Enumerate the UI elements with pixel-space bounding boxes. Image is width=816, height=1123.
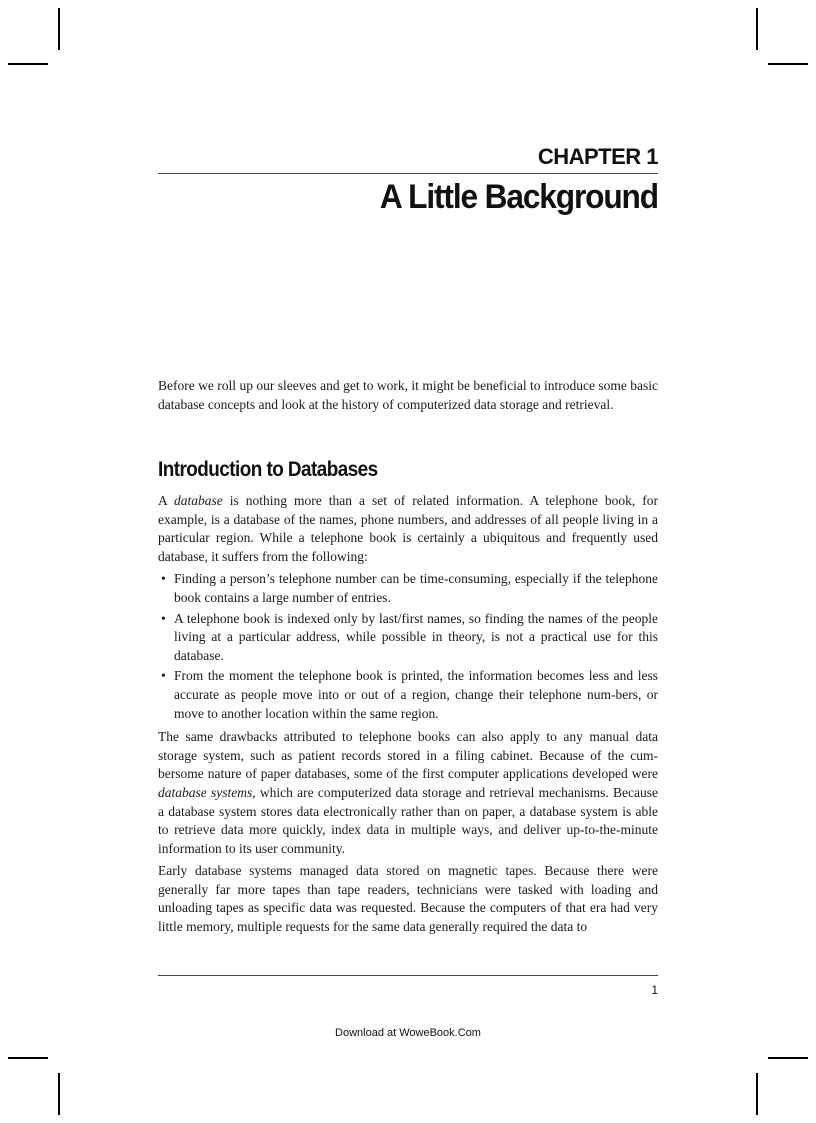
chapter-label: CHAPTER 1 bbox=[537, 144, 658, 169]
crop-mark bbox=[768, 1057, 808, 1059]
crop-mark bbox=[8, 63, 48, 65]
paragraph-1: A database is nothing more than a set of related information. A telephone book, for example, is a database of the names, phone numbers, and addresses of all people living in a particular region. While a telephone book is certainly a ubiquitous and frequently used database, it suffers from the following: bbox=[158, 493, 658, 564]
bullet-icon: • bbox=[161, 571, 166, 587]
drawbacks-list bbox=[158, 570, 658, 723]
crop-mark bbox=[756, 8, 758, 50]
chapter-title: A Little Background bbox=[379, 178, 658, 216]
term-database-systems: database systems bbox=[158, 784, 253, 800]
list-item: • Finding a person’s telephone number can be time-consuming, especially if the telephone book contains a large number of entries. bbox=[161, 571, 658, 605]
page-number: 1 bbox=[651, 983, 658, 997]
term-database: database bbox=[174, 493, 223, 508]
section-body bbox=[158, 492, 658, 941]
paragraph-2: The same drawbacks attributed to telephone books can also apply to any manual data storage system, such as patient records stored in a filing cabinet. Because of the cum-bersome nature of paper databases, some of the first computer applications developed were database systems, which are computerized data storage and retrieval mechanisms. Because a database system stores data electronically rather than on paper, a database system is able to retrieve data more quickly, index data in multiple ways, and deliver up-to-the-minute information to its user community. bbox=[158, 729, 658, 856]
crop-mark bbox=[756, 1073, 758, 1115]
crop-mark bbox=[8, 1057, 48, 1059]
crop-mark bbox=[58, 1073, 60, 1115]
chapter-rule bbox=[158, 173, 658, 174]
crop-mark bbox=[58, 8, 60, 50]
intro-paragraph bbox=[158, 377, 658, 414]
list-item: • A telephone book is indexed only by last/first names, so finding the names of the people living at a particular address, while possible in theory, is not a practical use for this database. bbox=[161, 610, 658, 663]
download-note: Download at WoweBook.Com bbox=[335, 1027, 481, 1039]
footer-rule bbox=[158, 975, 658, 976]
bullet-icon: • bbox=[161, 668, 166, 684]
paragraph-3: Early database systems managed data stored on magnetic tapes. Because there were generally far more tapes than tape readers, technicians were tasked with loading and unloading tapes as specific data was requested. Because the computers of that era had very little memory, multiple requests for the same data generally required the data to bbox=[158, 863, 658, 935]
crop-mark bbox=[768, 63, 808, 65]
list-item: • From the moment the telephone book is printed, the information becomes less and less accurate as people move into or out of a region, change their telephone num-bers, or move to another location within the same region. bbox=[161, 668, 658, 721]
intro-text: Before we roll up our sleeves and get to work, it might be beneficial to introduce some basic database concepts and look at the history of computerized data storage and retrieval. bbox=[158, 378, 658, 412]
section-heading: Introduction to Databases bbox=[158, 458, 378, 481]
bullet-icon: • bbox=[161, 610, 166, 626]
